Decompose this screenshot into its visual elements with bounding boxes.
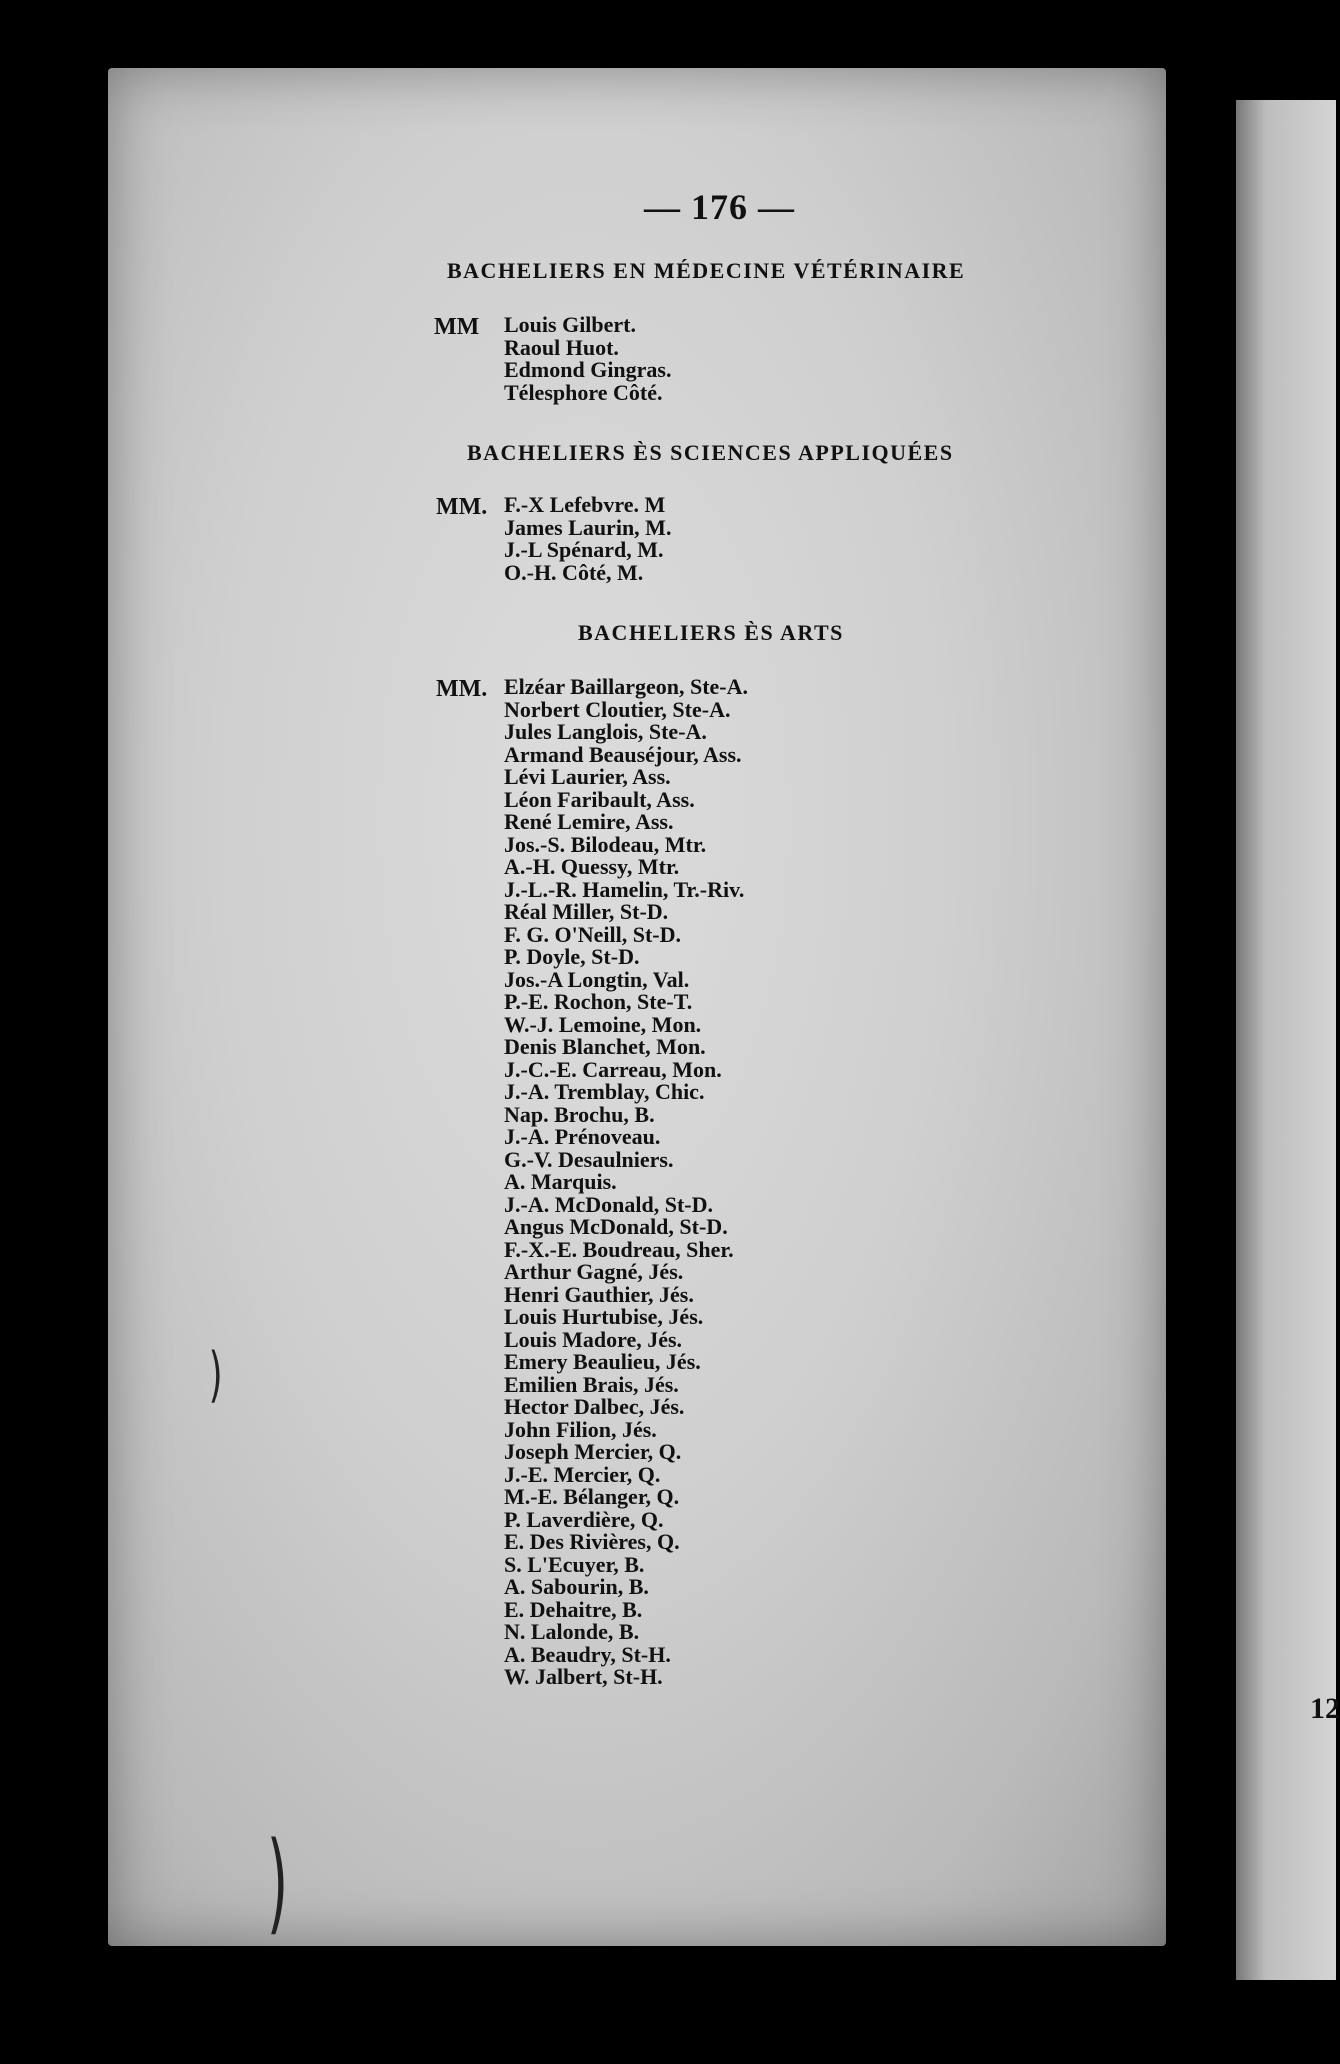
page-number: — 176 — <box>644 187 795 227</box>
list-item: Nap. Brochu, B. <box>504 1101 655 1127</box>
section-heading-arts: BACHELIERS ÈS ARTS <box>578 620 844 645</box>
list-item: G.-V. Desaulniers. <box>504 1146 674 1172</box>
section-prefix-arts: MM. <box>436 676 488 702</box>
list-item: Lévi Laurier, Ass. <box>504 764 671 789</box>
list-item: N. Lalonde, B. <box>504 1619 640 1644</box>
list-item: Emilien Brais, Jés. <box>504 1371 679 1397</box>
list-item: E. Des Rivières, Q. <box>504 1529 680 1554</box>
list-item: Joseph Mercier, Q. <box>504 1439 682 1464</box>
section-prefix-applied-sciences: MM. <box>436 494 488 520</box>
list-item: S. L'Ecuyer, B. <box>504 1551 645 1577</box>
section-heading-applied-sciences: BACHELIERS ÈS SCIENCES APPLIQUÉES <box>467 440 954 465</box>
list-item: Jos.-S. Bilodeau, Mtr. <box>504 831 707 857</box>
list-item: Denis Blanchet, Mon. <box>504 1034 706 1059</box>
list-item: J.-L Spénard, M. <box>504 537 664 562</box>
list-item: O.-H. Côté, M. <box>504 559 644 585</box>
list-item: J.-E. Mercier, Q. <box>504 1461 661 1487</box>
list-item: M.-E. Bélanger, Q. <box>504 1484 680 1509</box>
list-item: Hector Dalbec, Jés. <box>504 1394 685 1419</box>
list-item: Armand Beauséjour, Ass. <box>504 741 742 767</box>
list-item: Louis Gilbert. <box>504 312 637 337</box>
name-list-veterinary <box>504 314 672 404</box>
name-list-applied-sciences <box>504 494 671 584</box>
list-item: Elzéar Baillargeon, Ste-A. <box>504 674 748 699</box>
list-item: F.-X Lefebvre. M <box>504 492 666 517</box>
margin-bracket-mark: ) <box>208 1340 223 1410</box>
list-item: Réal Miller, St-D. <box>504 899 669 924</box>
adjacent-page-number-fragment: 12 <box>1310 1692 1340 1725</box>
list-item: Léon Faribault, Ass. <box>504 786 695 812</box>
section-heading-veterinary: BACHELIERS EN MÉDECINE VÉTÉRINAIRE <box>447 258 966 283</box>
list-item: Edmond Gingras. <box>504 357 672 382</box>
list-item: J.-A. Prénoveau. <box>504 1124 661 1149</box>
list-item: Raoul Huot. <box>504 334 619 360</box>
list-item: René Lemire, Ass. <box>504 809 674 834</box>
list-item: Louis Hurtubise, Jés. <box>504 1304 704 1329</box>
list-item: Jos.-A Longtin, Val. <box>504 966 690 992</box>
list-item: J.-L.-R. Hamelin, Tr.-Riv. <box>504 876 745 902</box>
list-item: F. G. O'Neill, St-D. <box>504 921 682 947</box>
list-item: Angus McDonald, St-D. <box>504 1214 728 1239</box>
list-item: A. Beaudry, St-H. <box>504 1641 671 1667</box>
list-item: J.-A. McDonald, St-D. <box>504 1191 713 1217</box>
list-item: A. Sabourin, B. <box>504 1574 649 1599</box>
list-item: A. Marquis. <box>504 1169 617 1194</box>
list-item: James Laurin, M. <box>504 514 672 540</box>
list-item: W. Jalbert, St-H. <box>504 1664 663 1689</box>
section-prefix-veterinary: MM <box>434 314 480 340</box>
list-item: W.-J. Lemoine, Mon. <box>504 1011 702 1037</box>
list-item: P.-E. Rochon, Ste-T. <box>504 989 693 1014</box>
list-item: J.-A. Tremblay, Chic. <box>504 1079 705 1104</box>
list-item: Louis Madore, Jés. <box>504 1326 683 1352</box>
list-item: E. Dehaitre, B. <box>504 1596 643 1622</box>
name-list-arts <box>504 676 748 1689</box>
margin-bracket-mark: ) <box>266 1818 289 1946</box>
list-item: Télesphore Côté. <box>504 379 663 405</box>
list-item: P. Doyle, St-D. <box>504 944 640 969</box>
list-item: J.-C.-E. Carreau, Mon. <box>504 1056 722 1082</box>
list-item: Arthur Gagné, Jés. <box>504 1259 684 1284</box>
list-item: Henri Gauthier, Jés. <box>504 1281 694 1307</box>
list-item: Norbert Cloutier, Ste-A. <box>504 696 731 722</box>
list-item: A.-H. Quessy, Mtr. <box>504 854 680 879</box>
list-item: F.-X.-E. Boudreau, Sher. <box>504 1236 734 1262</box>
list-item: John Filion, Jés. <box>504 1416 657 1442</box>
list-item: Emery Beaulieu, Jés. <box>504 1349 701 1374</box>
list-item: P. Laverdière, Q. <box>504 1506 664 1532</box>
list-item: Jules Langlois, Ste-A. <box>504 719 707 744</box>
